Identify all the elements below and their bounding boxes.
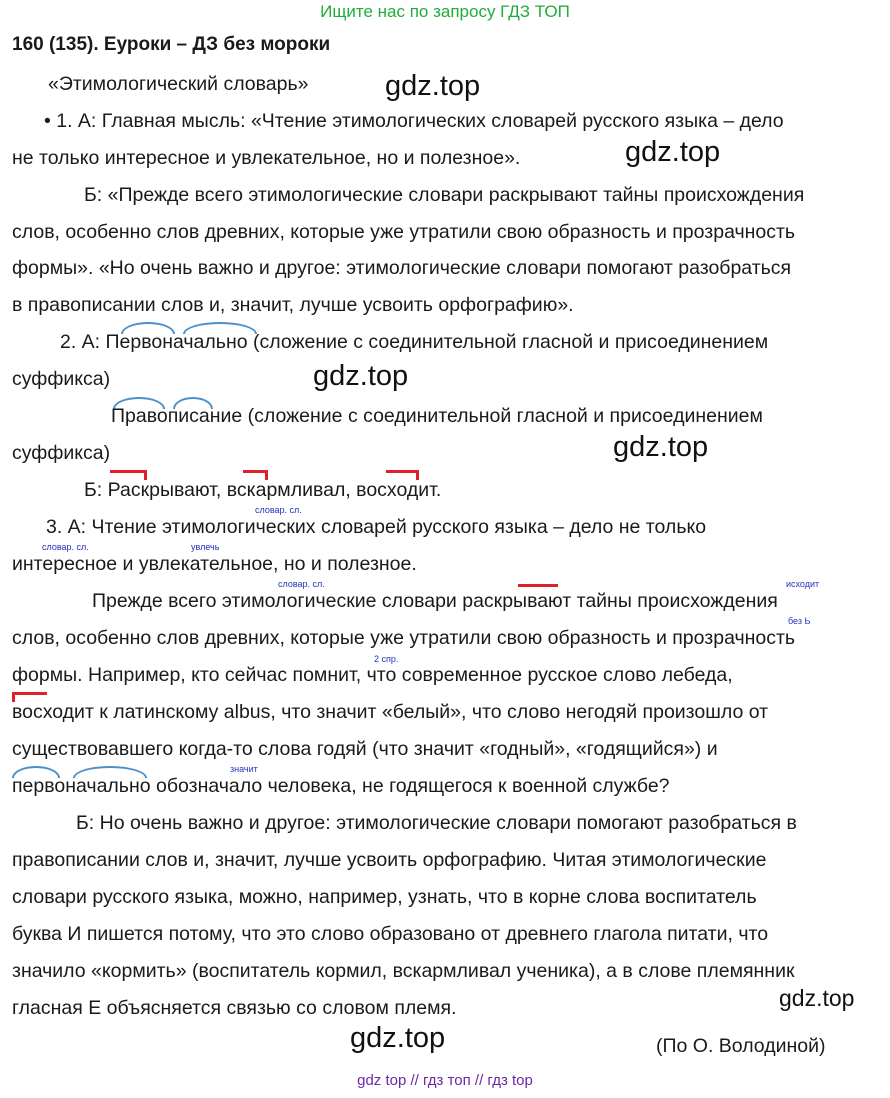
watermark: gdz.top xyxy=(350,1022,446,1054)
annotation: 2 спр. xyxy=(374,654,399,664)
text-line: суффикса) xyxy=(12,368,111,390)
text-line: словари русского языка, можно, например, узнать, что в корне слова воспитатель xyxy=(12,886,757,908)
text-line: Б: «Прежде всего этимологические словари раскрывают тайны происхождения xyxy=(84,184,805,206)
watermark: gdz.top xyxy=(625,136,721,168)
text-line: существовавшего когда-то слова годяй (что значит «годный», «годящийся») и xyxy=(12,738,718,760)
annotation: увлечь xyxy=(191,542,220,552)
annotation: значит xyxy=(230,764,258,774)
subtitle: «Этимологический словарь» xyxy=(48,73,309,95)
text-line: Прежде всего этимологические словари раскрывают тайны происхождения xyxy=(92,590,778,612)
footer-links[interactable]: gdz top // гдз топ // гдз top xyxy=(357,1072,533,1089)
text-line: Б: Раскрывают, вскармливал, восходит. xyxy=(84,479,442,501)
exercise-title: 160 (135). Еуроки – ДЗ без мороки xyxy=(12,34,331,55)
text-line: Правописание (сложение с соединительной гласной и присоединением xyxy=(111,405,763,427)
prefix-mark xyxy=(518,584,558,587)
annotation: без Ь xyxy=(788,616,811,626)
text-line: суффикса) xyxy=(12,442,111,464)
annotation: исходит xyxy=(786,579,820,589)
watermark: gdz.top xyxy=(613,431,709,463)
text-line: • 1. А: Главная мысль: «Чтение этимологических словарей русского языка – дело xyxy=(44,110,784,132)
text-line: первоначально обозначало человека, не годящегося к военной службе? xyxy=(12,775,670,797)
watermark: gdz.top xyxy=(385,70,481,102)
text-line: формы. Например, кто сейчас помнит, что современное русское слово лебеда, xyxy=(12,664,733,686)
text-line: восходит к латинскому albus, что значит «белый», что слово негодяй произошло от xyxy=(12,701,769,723)
text-line: 3. А: Чтение этимологических словарей русского языка – дело не только xyxy=(46,516,707,538)
watermark: gdz.top xyxy=(313,360,409,392)
site-banner[interactable]: Ищите нас по запросу ГДЗ ТОП xyxy=(320,2,570,21)
annotation: словар. сл. xyxy=(255,505,302,515)
text-line: не только интересное и увлекательное, но и полезное». xyxy=(12,147,521,169)
text-line: буква И пишется потому, что это слово образовано от древнего глагола питати, что xyxy=(12,923,769,945)
watermark: gdz.top xyxy=(779,985,855,1011)
annotation: словар. сл. xyxy=(42,542,89,552)
text-line: Б: Но очень важно и другое: этимологические словари помогают разобраться в xyxy=(76,812,797,834)
annotation: словар. сл. xyxy=(278,579,325,589)
text-line: в правописании слов и, значит, лучше усвоить орфографию». xyxy=(12,294,574,316)
text-line: формы». «Но очень важно и другое: этимологические словари помогают разобраться xyxy=(12,257,792,279)
attribution: (По О. Володиной) xyxy=(656,1035,826,1057)
text-line: слов, особенно слов древних, которые уже утратили свою образность и прозрачность xyxy=(12,221,796,243)
text-line: правописании слов и, значит, лучше усвоить орфографию. Читая этимологические xyxy=(12,849,767,871)
text-line: гласная Е объясняется связью со словом племя. xyxy=(12,997,457,1019)
text-line: 2. А: Первоначально (сложение с соединительной гласной и присоединением xyxy=(60,331,769,353)
text-line: интересное и увлекательное, но и полезное. xyxy=(12,553,417,575)
text-line: значило «кормить» (воспитатель кормил, вскармливал ученика), а в слове племянник xyxy=(12,960,795,982)
text-line: слов, особенно слов древних, которые уже утратили свою образность и прозрачность xyxy=(12,627,796,649)
